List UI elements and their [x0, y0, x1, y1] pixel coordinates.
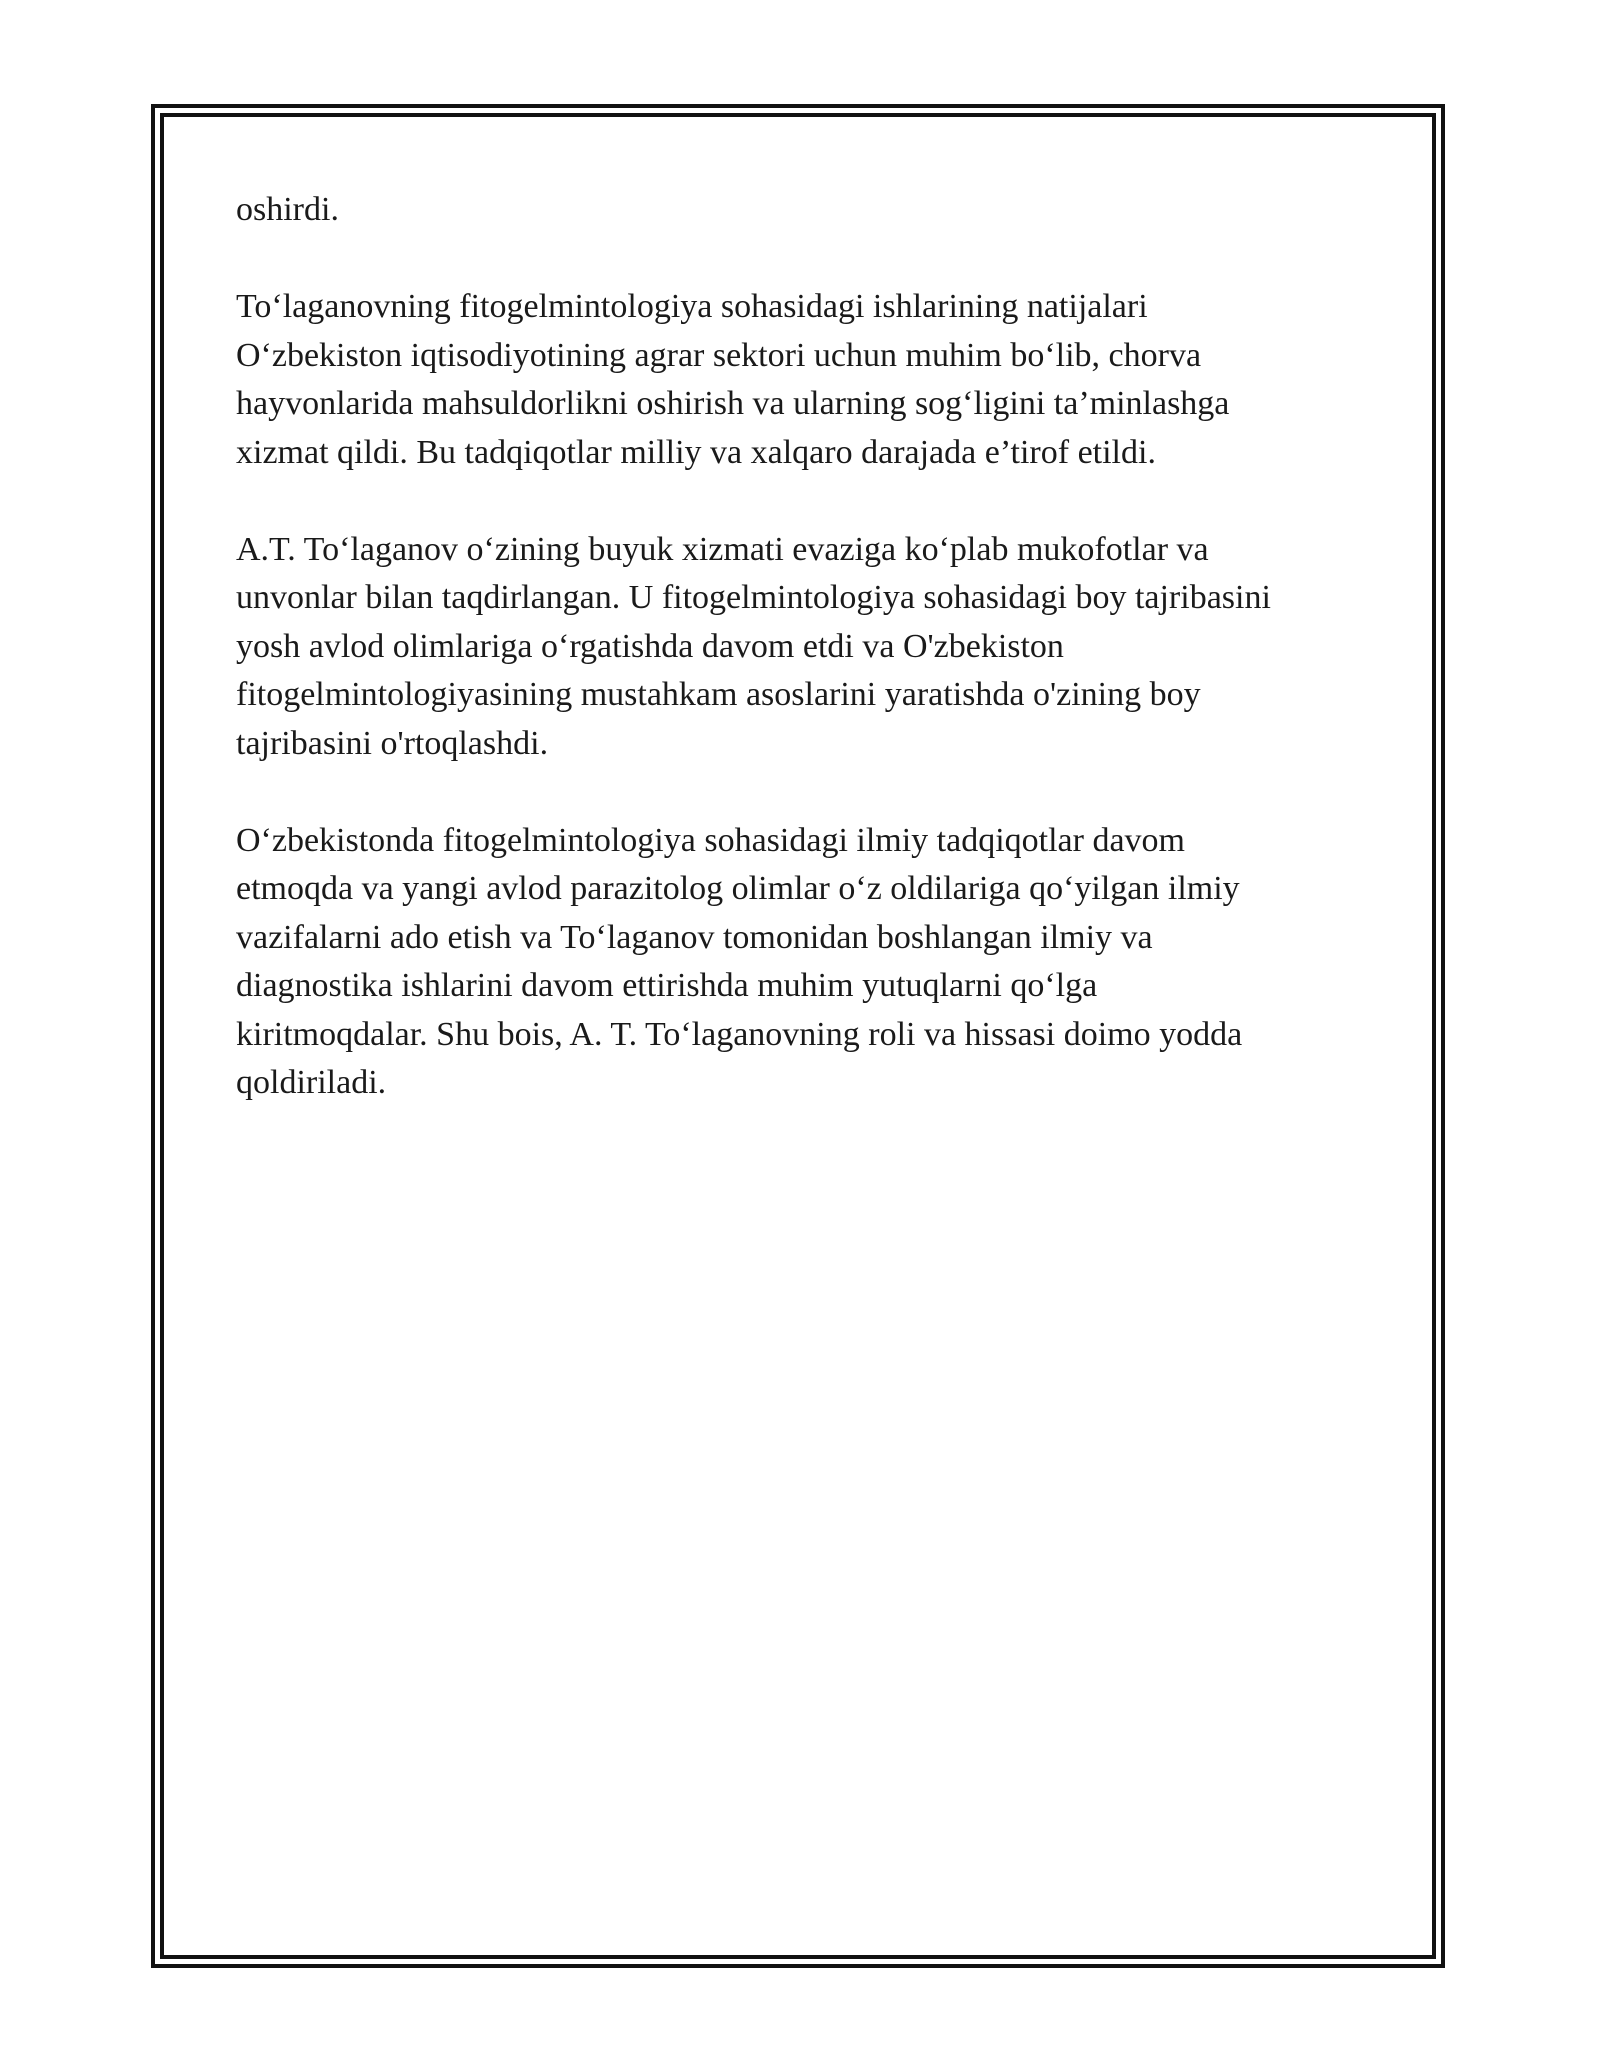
- text-line: O‘zbekiston iqtisodiyotining agrar sektori uchun muhim bo‘lib, chorva: [236, 336, 1202, 374]
- paragraph-2: [236, 283, 1366, 477]
- text-line: yosh avlod olimlariga o‘rgatishda davom etdi va O'zbekiston: [236, 627, 1064, 665]
- text-line: unvonlar bilan taqdirlangan. U fitogelmintologiya sohasidagi boy tajribasini: [236, 579, 1271, 616]
- text-line: To‘laganovning fitogelmintologiya sohasidagi ishlarining natijalari: [236, 288, 1148, 325]
- text-line: kiritmoqdalar. Shu bois, A. T. To‘laganovning roli va hissasi doimo yodda: [236, 1015, 1243, 1053]
- document-body: [236, 186, 1366, 1156]
- text-line: oshirdi.: [236, 191, 339, 228]
- text-line: etmoqda va yangi avlod parazitolog olimlar o‘z oldilariga qo‘yilgan ilmiy: [236, 870, 1240, 907]
- text-line: qoldiriladi.: [236, 1064, 387, 1101]
- text-line: xizmat qildi. Bu tadqiqotlar milliy va xalqaro darajada e’tirof etildi.: [236, 433, 1156, 471]
- text-line: hayvonlarida mahsuldorlikni oshirish va ularning sog‘ligini ta’minlashga: [236, 385, 1230, 422]
- text-line: A.T. To‘laganov o‘zining buyuk xizmati evaziga ko‘plab mukofotlar va: [236, 530, 1209, 568]
- text-line: O‘zbekistonda fitogelmintologiya sohasidagi ilmiy tadqiqotlar davom: [236, 821, 1185, 859]
- paragraph-3: [236, 526, 1366, 769]
- paragraph-1: [236, 186, 1366, 235]
- text-line: tajribasini o'rtoqlashdi.: [236, 724, 549, 762]
- paragraph-4: [236, 817, 1366, 1108]
- text-line: vazifalarni ado etish va To‘laganov tomonidan boshlangan ilmiy va: [236, 918, 1153, 956]
- text-line: fitogelmintologiyasining mustahkam asoslarini yaratishda o'zining boy: [236, 676, 1201, 713]
- text-line: diagnostika ishlarini davom ettirishda muhim yutuqlarni qo‘lga: [236, 967, 1098, 1004]
